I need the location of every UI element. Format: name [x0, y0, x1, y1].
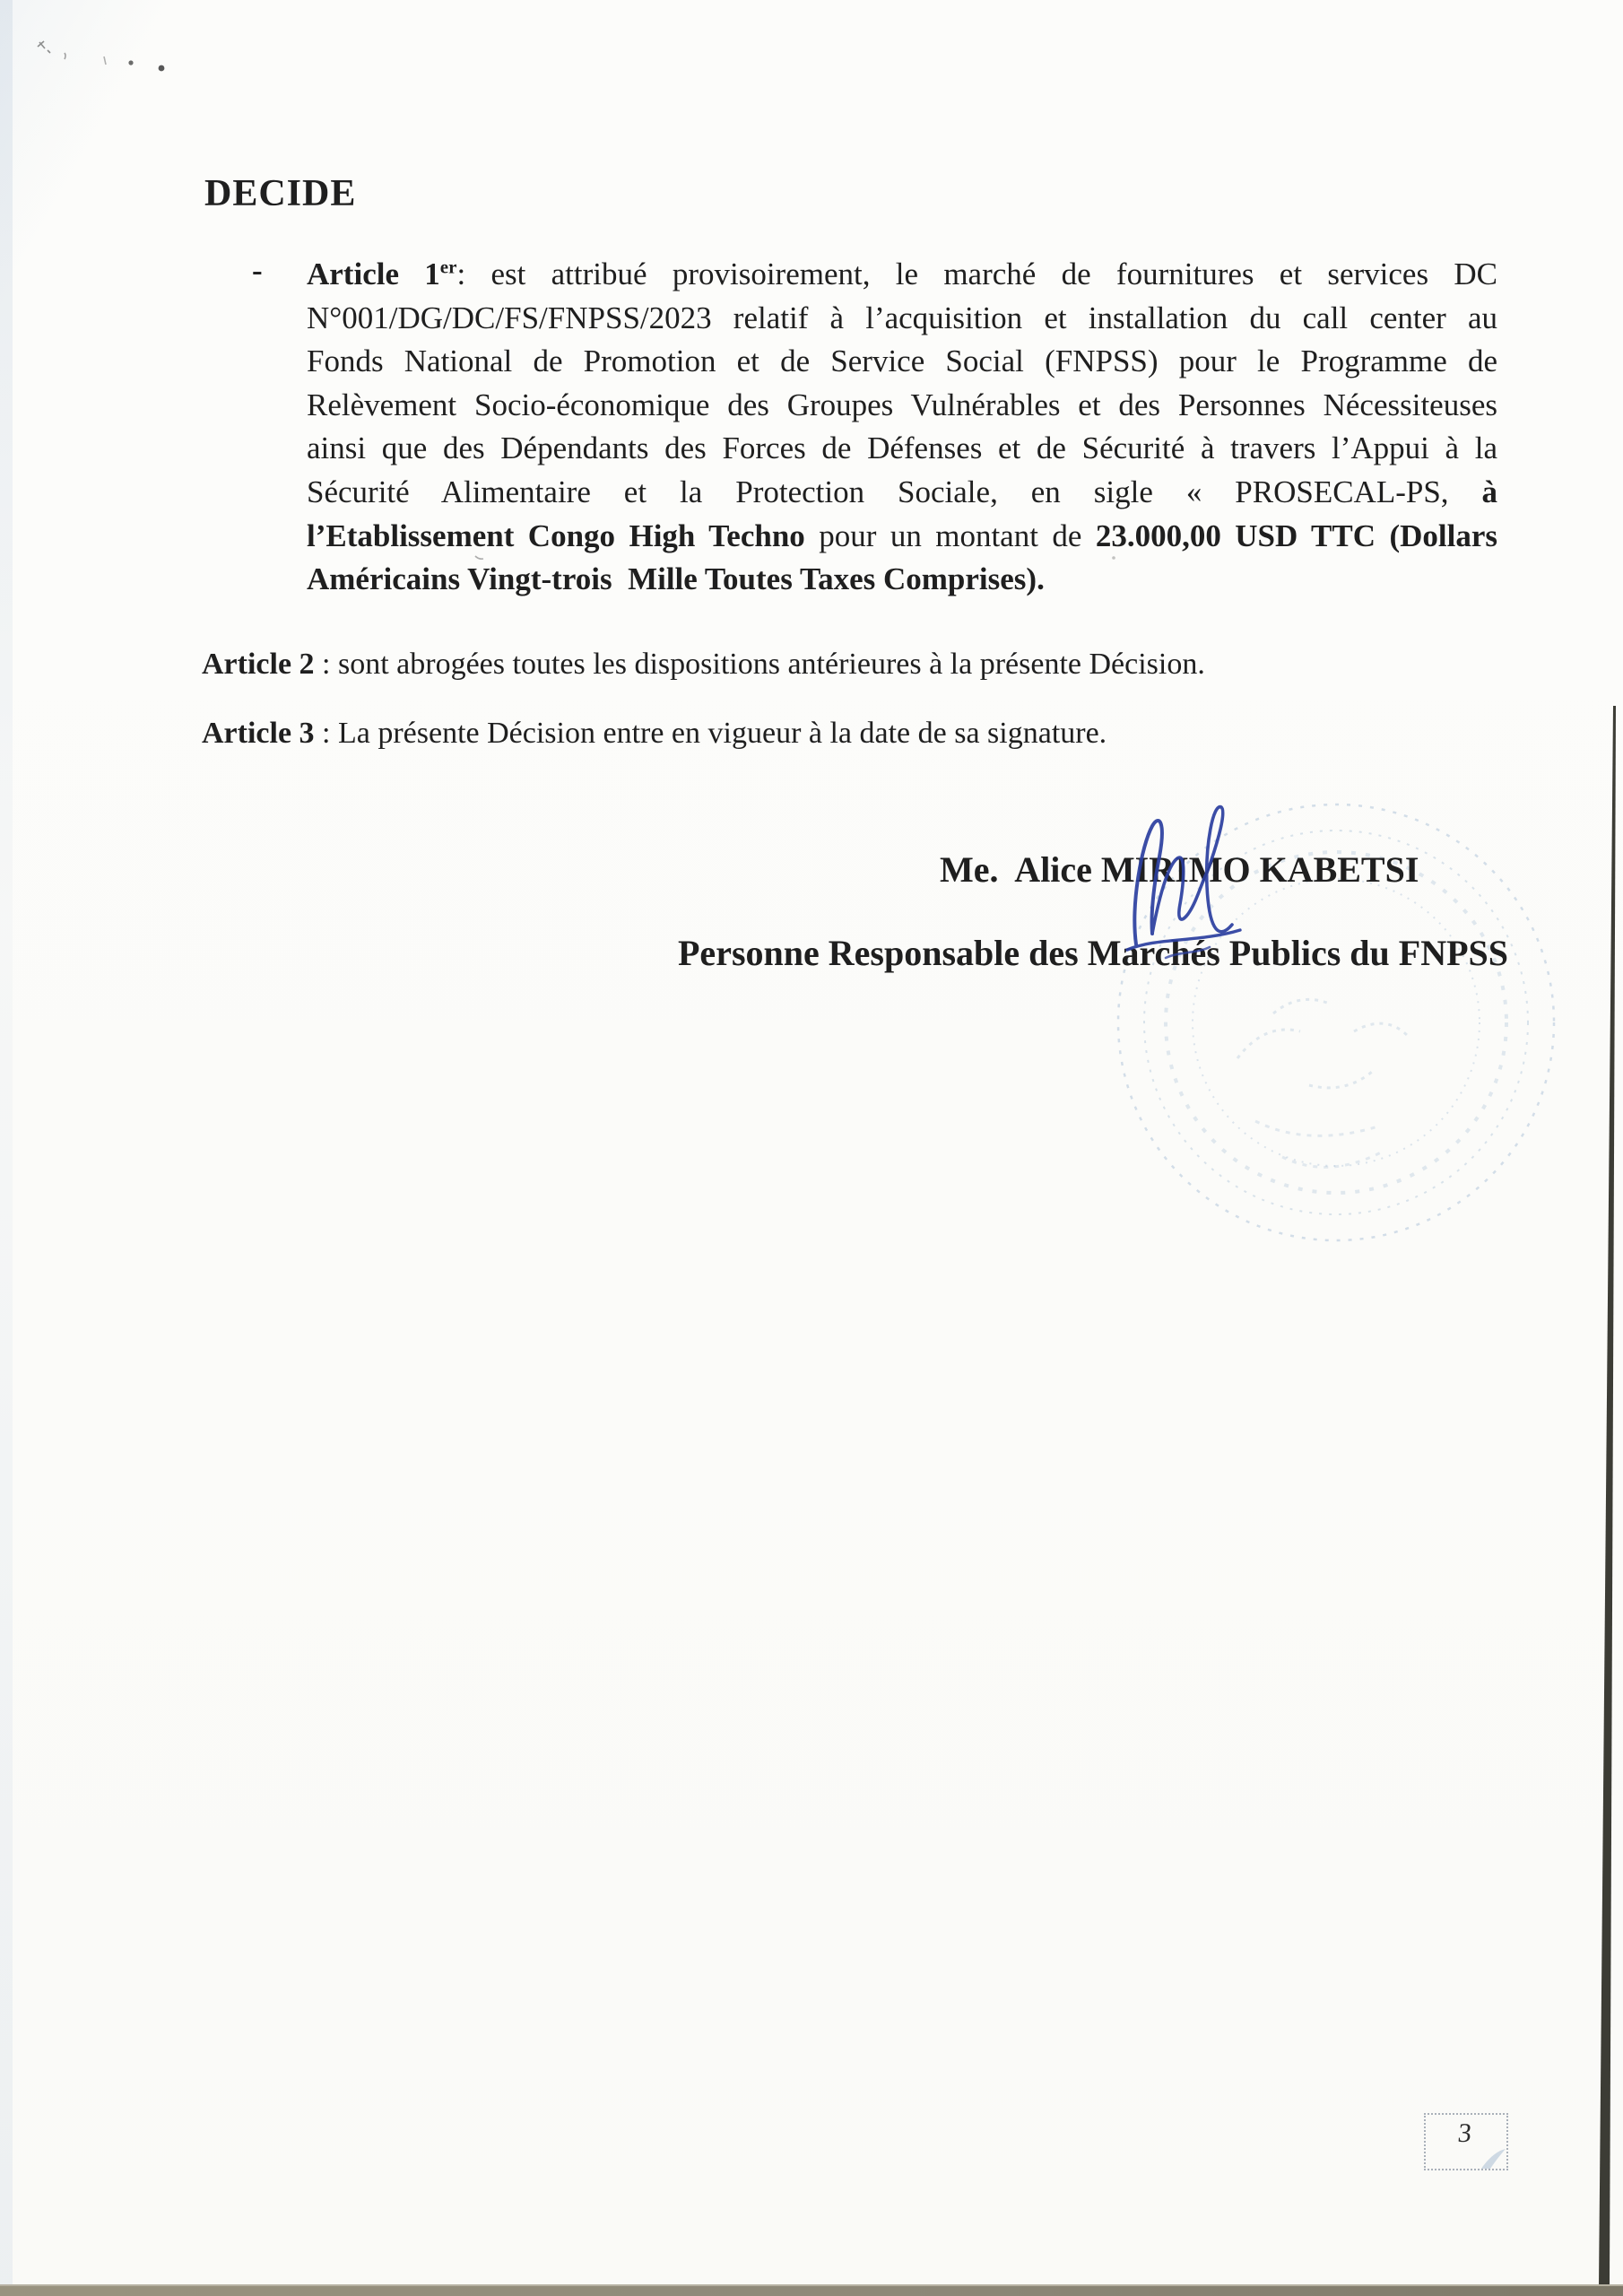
paragraph-segment: Fonds National de Promotion et de Service Social (FNPSS) pour le Programme de — [307, 344, 1497, 379]
page-number: 3 — [1456, 2118, 1473, 2148]
list-dash: - — [252, 253, 263, 288]
paragraph-line — [307, 558, 1497, 602]
signature-ink — [1116, 801, 1251, 985]
article-3-label: Article 3 — [202, 717, 315, 750]
decision-heading: DECIDE — [204, 173, 357, 214]
paragraph-segment: : est attribué provisoirement, le marché de fournitures et services DC — [456, 257, 1497, 291]
scan-edge-tint — [0, 0, 13, 2296]
paragraph-line — [307, 340, 1497, 384]
paragraph-line — [307, 427, 1497, 471]
signatory-name: Me. Alice MIRIMO KABETSI — [940, 849, 1419, 890]
page-number-box — [1424, 2113, 1508, 2170]
paragraph-segment: Article 1 — [307, 257, 440, 291]
paragraph-line — [307, 384, 1497, 428]
page-corner-mark — [1478, 2145, 1508, 2170]
article-2-text: : sont abrogées toutes les dispositions antérieures à la présente Décision. — [314, 648, 1205, 681]
paragraph-segment: ainsi que des Dépendants des Forces de Défenses et de Sécurité à travers l’Appui à la — [307, 430, 1497, 466]
signatory-title: Personne Responsable des Marchés Publics du FNPSS — [678, 933, 1509, 973]
article-3 — [202, 717, 1107, 751]
article-2-label: Article 2 — [202, 648, 315, 681]
scan-bottom-edge — [0, 2284, 1623, 2296]
paragraph-line — [307, 471, 1497, 515]
paragraph-line — [307, 515, 1497, 559]
article-2 — [202, 648, 1205, 682]
paragraph-segment: er — [439, 256, 457, 278]
paragraph-line — [307, 253, 1497, 297]
paragraph-segment: Américains Vingt-trois Mille Toutes Taxes Comprises). — [307, 561, 1045, 597]
paragraph-segment: 23.000,00 USD TTC (Dollars — [1095, 517, 1497, 553]
paragraph-segment: Relèvement Socio-économique des Groupes Vulnérables et des Personnes Nécessiteuses — [307, 387, 1497, 422]
article-1-paragraph — [307, 253, 1497, 602]
paragraph-segment: l’Etablissement Congo High Techno — [307, 517, 805, 553]
paragraph-segment: pour un montant de — [804, 517, 1096, 553]
paragraph-segment: N°001/DG/DC/FS/FNPSS/2023 relatif à l’acquisition et installation du call center au — [307, 300, 1497, 335]
paragraph-segment: Sécurité Alimentaire et la Protection Sociale, en sigle « PROSECAL-PS, — [307, 474, 1482, 509]
article-3-text: : La présente Décision entre en vigueur à la date de sa signature. — [314, 717, 1107, 750]
paragraph-segment: à — [1481, 474, 1497, 509]
article-1-lines — [307, 253, 1497, 602]
paragraph-line — [307, 297, 1497, 341]
